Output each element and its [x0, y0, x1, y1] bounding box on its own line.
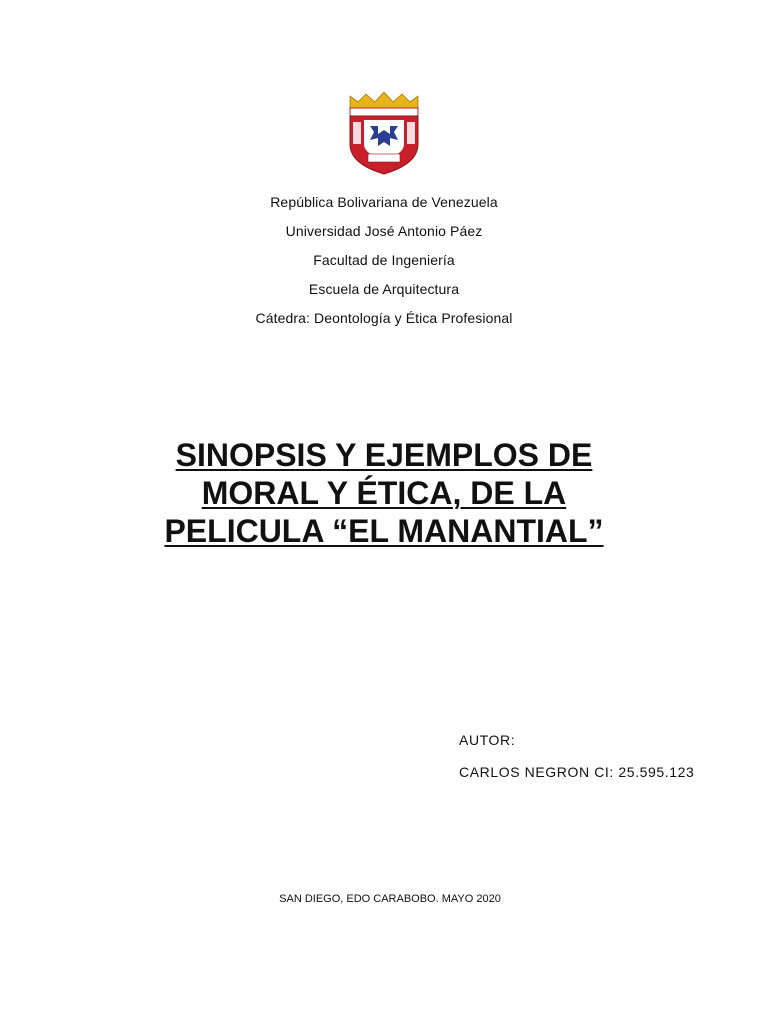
place-date-footer: SAN DIEGO, EDO CARABOBO. MAYO 2020: [279, 893, 501, 905]
crest-left-ribbon: [353, 122, 361, 144]
title-line-2: MORAL Y ÉTICA, DE LA: [201, 475, 567, 511]
author-name: CARLOS NEGRON CI: 25.595.123: [459, 764, 695, 780]
author-block: [459, 724, 694, 788]
course-line: Cátedra: Deontología y Ética Profesional: [255, 310, 513, 326]
university-crest-logo: [334, 86, 434, 178]
university-line: Universidad José Antonio Páez: [285, 223, 483, 239]
title-line-3: PELICULA “EL MANANTIAL”: [164, 513, 604, 549]
crest-right-ribbon: [407, 122, 415, 144]
crest-bottom-band: [368, 154, 400, 162]
institution-block: [0, 188, 768, 333]
document-title: [0, 436, 768, 550]
faculty-line: Facultad de Ingeniería: [313, 252, 455, 268]
author-label: AUTOR:: [459, 732, 516, 748]
school-line: Escuela de Arquitectura: [308, 281, 460, 297]
country-line: República Bolivariana de Venezuela: [270, 194, 498, 210]
title-line-1: SINOPSIS Y EJEMPLOS DE: [175, 437, 593, 473]
crest-top-band: [350, 108, 418, 116]
